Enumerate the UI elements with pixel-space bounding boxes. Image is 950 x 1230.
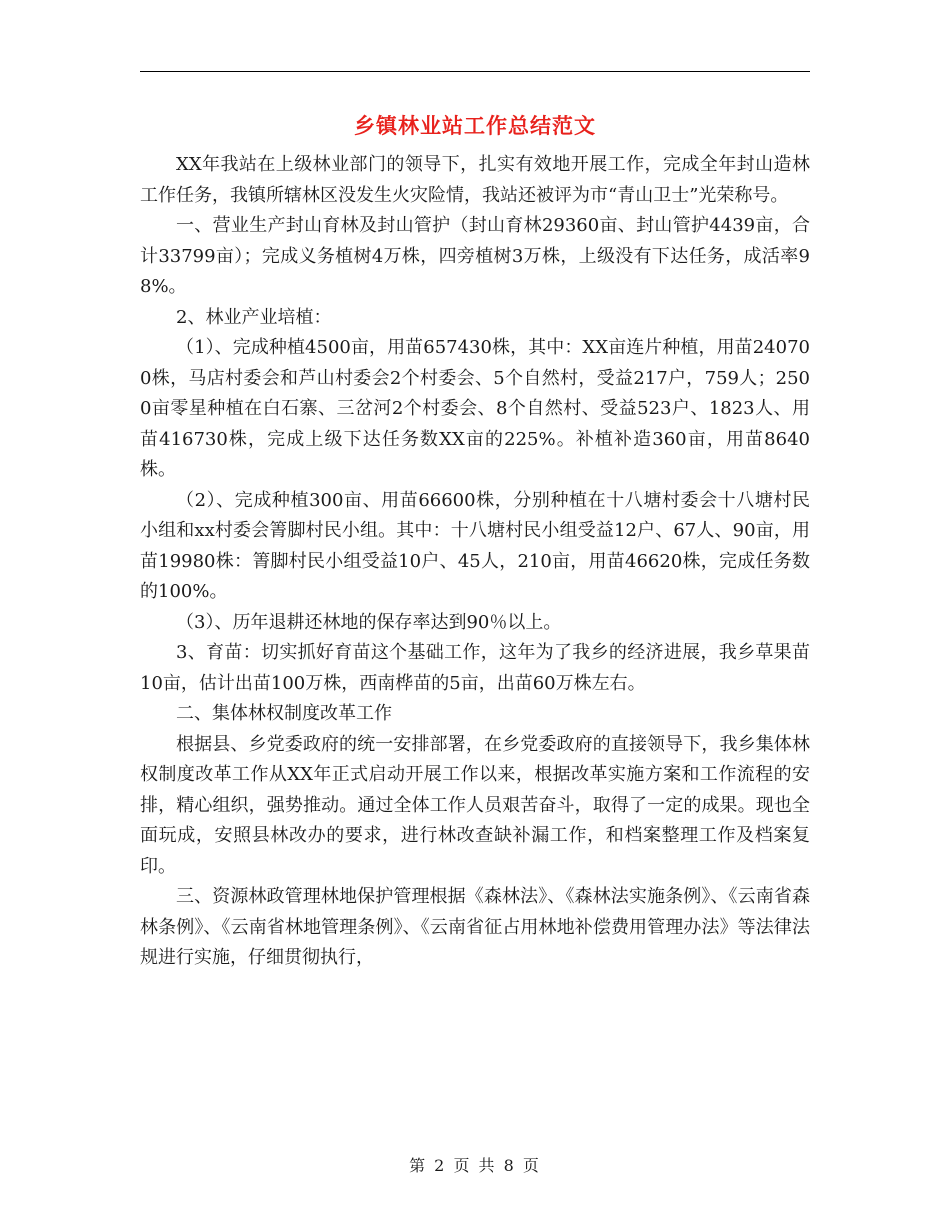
paragraph-section-3: 三、资源林政管理林地保护管理根据《森林法》、《森林法实施条例》、《云南省森林条例》、《云南省林地管理条例》、《云南省征占用林地补偿费用管理办法》等法律法规进行实施，仔细贯彻执行， xyxy=(140,886,810,968)
header-rule xyxy=(140,71,810,72)
paragraph-forestry-industry: 2、林业产业培植： xyxy=(176,306,332,328)
document-title: 乡镇林业站工作总结范文 xyxy=(354,113,596,138)
paragraph-item-1: （1）、完成种植4500亩，用苗657430株，其中：XX亩连片种植，用苗240700株，马店村委会和芦山村委会2个村委会、5个自然村，受益217户，759人；2500亩零星种植在白石寨、三岔河2个村委会、8个自然村、受益523户、1823人、用苗416730株，完成上级下达任务数XX亩的225%。补植补造360亩，用苗8640株。 xyxy=(140,337,810,480)
paragraph-item-3: （3）、历年退耕还林地的保存率达到90％以上。 xyxy=(176,611,562,633)
document-body xyxy=(140,150,810,974)
paragraph-intro: XX年我站在上级林业部门的领导下，扎实有效地开展工作，完成全年封山造林工作任务，我镇所辖林区没发生火灾险情，我站还被评为市“青山卫士”光荣称号。 xyxy=(140,154,810,206)
paragraph-section-1: 一、营业生产封山育林及封山管护（封山育林29360亩、封山管护4439亩，合计33799亩）；完成义务植树4万株，四旁植树3万株，上级没有下达任务，成活率98%。 xyxy=(140,215,810,297)
page-footer: 第 2 页 共 8 页 xyxy=(409,1156,541,1175)
paragraph-item-2: （2）、完成种植300亩、用苗66600株，分别种植在十八塘村委会十八塘村民小组和xx村委会箐脚村民小组。其中：十八塘村民小组受益12户、67人、90亩，用苗19980株：箐脚村民小组受益10户、45人，210亩，用苗46620株，完成任务数的100%。 xyxy=(140,489,810,602)
paragraph-section-2-heading: 二、集体林权制度改革工作 xyxy=(176,703,392,724)
paragraph-nursery: 3、育苗：切实抓好育苗这个基础工作，这年为了我乡的经济进展，我乡草果苗10亩，估计出苗100万株，西南桦苗的5亩，出苗60万株左右。 xyxy=(140,642,810,694)
paragraph-section-2: 根据县、乡党委政府的统一安排部署，在乡党委政府的直接领导下，我乡集体林权制度改革工作从XX年正式启动开展工作以来，根据改革实施方案和工作流程的安排，精心组织，强势推动。通过全体工作人员艰苦奋斗，取得了一定的成果。现也全面玩成，安照县林改办的要求，进行林改查缺补漏工作，和档案整理工作及档案复印。 xyxy=(140,733,810,877)
